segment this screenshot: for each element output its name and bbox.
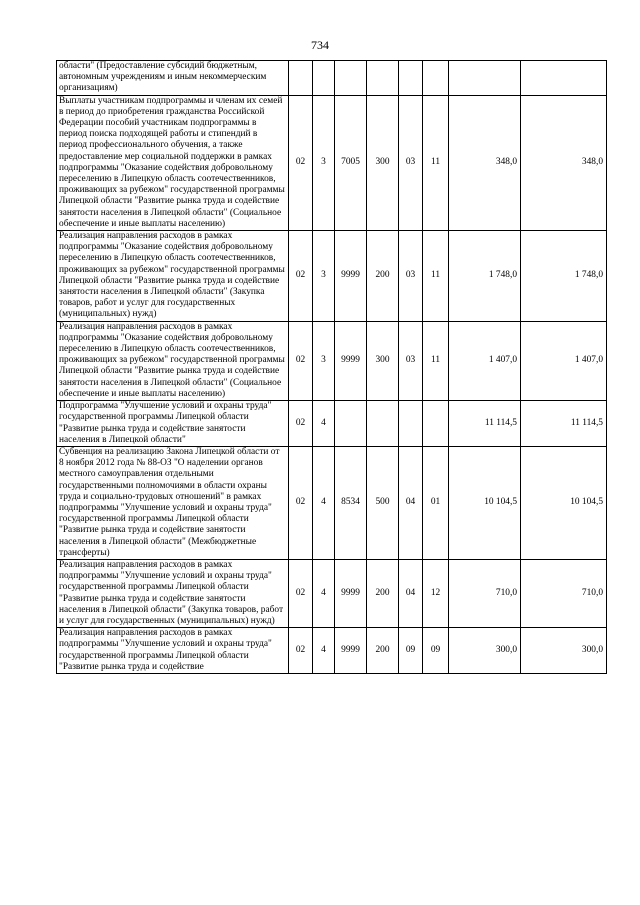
cell-pr (423, 61, 449, 96)
table-row (57, 61, 607, 96)
cell-gp: 02 (289, 401, 313, 447)
cell-pp: 3 (313, 95, 335, 230)
cell-pp: 4 (313, 559, 335, 627)
budget-table (56, 60, 607, 674)
cell-gp: 02 (289, 446, 313, 559)
cell-sum-2: 11 114,5 (521, 401, 607, 447)
cell-csr: 7005 (335, 95, 367, 230)
cell-rz (399, 401, 423, 447)
cell-csr: 9999 (335, 628, 367, 674)
table-row (57, 321, 607, 400)
cell-rz: 03 (399, 321, 423, 400)
cell-pp: 4 (313, 401, 335, 447)
cell-gp (289, 61, 313, 96)
cell-vr: 300 (367, 95, 399, 230)
cell-csr: 8534 (335, 446, 367, 559)
table-row (57, 559, 607, 627)
cell-gp: 02 (289, 231, 313, 322)
cell-sum-1: 11 114,5 (449, 401, 521, 447)
cell-name: Субвенция на реализацию Закона Липецкой области от 8 ноября 2012 года № 88-ОЗ "О наделении органов местного самоуправления отдельными государственными полномочиями в области охраны труда и социально-трудовых отношений" в рамках подпрограммы "Улучшение условий и охраны труда" государственной программы Липецкой области "Развитие рынка труда и содействие занятости населения в Липецкой области" (Межбюджетные трансферты) (57, 446, 289, 559)
cell-sum-1: 348,0 (449, 95, 521, 230)
cell-name: Реализация направления расходов в рамках подпрограммы "Оказание содействия добровольному переселению в Липецкую область соотечественников, проживающих за рубежом" государственной программы Липецкой области "Развитие рынка труда и содействие занятости населения в Липецкой области" (Социальное обеспечение и иные выплаты населению) (57, 321, 289, 400)
cell-vr: 300 (367, 321, 399, 400)
cell-pp (313, 61, 335, 96)
cell-name: Выплаты участникам подпрограммы и членам их семей в период до приобретения гражданства Российской Федерации пособий участникам подпрограммы в период поиска подходящей работы и стипендий в период профессионального обучения, а также предоставление мер социальной поддержки в рамках подпрограммы "Оказание содействия добровольному переселению в Липецкую область соотечественников, проживающих за рубежом" государственной программы Липецкой области "Развитие рынка труда и содействие занятости населения в Липецкой области" (Социальное обеспечение и иные выплаты населению) (57, 95, 289, 230)
cell-sum-2: 348,0 (521, 95, 607, 230)
cell-name: Подпрограмма "Улучшение условий и охраны труда" государственной программы Липецкой области "Развитие рынка труда и содействие занятости населения в Липецкой области" (57, 401, 289, 447)
cell-sum-1 (449, 61, 521, 96)
cell-pr: 09 (423, 628, 449, 674)
cell-pp: 3 (313, 231, 335, 322)
cell-sum-2: 710,0 (521, 559, 607, 627)
cell-vr: 200 (367, 231, 399, 322)
cell-csr: 9999 (335, 321, 367, 400)
table-row (57, 231, 607, 322)
cell-rz: 03 (399, 231, 423, 322)
cell-name: Реализация направления расходов в рамках подпрограммы "Оказание содействия добровольному переселению в Липецкую область соотечественников, проживающих за рубежом" государственной программы Липецкой области "Развитие рынка труда и содействие занятости населения в Липецкой области" (Закупка товаров, работ и услуг для государственных (муниципальных) нужд) (57, 231, 289, 322)
cell-pp: 4 (313, 446, 335, 559)
table-body (57, 61, 607, 674)
cell-pr: 11 (423, 95, 449, 230)
cell-sum-2: 300,0 (521, 628, 607, 674)
page-number: 734 (311, 38, 329, 52)
table-row (57, 446, 607, 559)
cell-gp: 02 (289, 628, 313, 674)
cell-name: области" (Предоставление субсидий бюджетным, автономным учреждениям и иным некоммерческим организациям) (57, 61, 289, 96)
cell-csr: 9999 (335, 559, 367, 627)
cell-csr (335, 401, 367, 447)
cell-csr: 9999 (335, 231, 367, 322)
cell-gp: 02 (289, 559, 313, 627)
cell-sum-2: 10 104,5 (521, 446, 607, 559)
cell-rz: 04 (399, 559, 423, 627)
cell-pr: 11 (423, 231, 449, 322)
cell-vr (367, 401, 399, 447)
cell-pp: 3 (313, 321, 335, 400)
cell-name: Реализация направления расходов в рамках подпрограммы "Улучшение условий и охраны труда" государственной программы Липецкой области "Развитие рынка труда и содействие занятости населения в Липецкой области" (Закупка товаров, работ и услуг для государственных (муниципальных) нужд) (57, 559, 289, 627)
cell-pr: 01 (423, 446, 449, 559)
cell-csr (335, 61, 367, 96)
cell-gp: 02 (289, 321, 313, 400)
cell-sum-1: 710,0 (449, 559, 521, 627)
cell-vr: 200 (367, 628, 399, 674)
cell-rz: 03 (399, 95, 423, 230)
table-row (57, 95, 607, 230)
cell-pr (423, 401, 449, 447)
cell-sum-1: 10 104,5 (449, 446, 521, 559)
cell-pr: 12 (423, 559, 449, 627)
cell-sum-2: 1 407,0 (521, 321, 607, 400)
cell-sum-2 (521, 61, 607, 96)
cell-sum-1: 1 407,0 (449, 321, 521, 400)
cell-pp: 4 (313, 628, 335, 674)
table-row (57, 401, 607, 447)
table-row (57, 628, 607, 674)
cell-pr: 11 (423, 321, 449, 400)
cell-rz: 09 (399, 628, 423, 674)
cell-sum-1: 300,0 (449, 628, 521, 674)
cell-sum-2: 1 748,0 (521, 231, 607, 322)
cell-rz: 04 (399, 446, 423, 559)
cell-vr: 200 (367, 559, 399, 627)
cell-sum-1: 1 748,0 (449, 231, 521, 322)
cell-rz (399, 61, 423, 96)
cell-vr: 500 (367, 446, 399, 559)
cell-vr (367, 61, 399, 96)
cell-name: Реализация направления расходов в рамках подпрограммы "Улучшение условий и охраны труда" государственной программы Липецкой области "Развитие рынка труда и содействие (57, 628, 289, 674)
cell-gp: 02 (289, 95, 313, 230)
